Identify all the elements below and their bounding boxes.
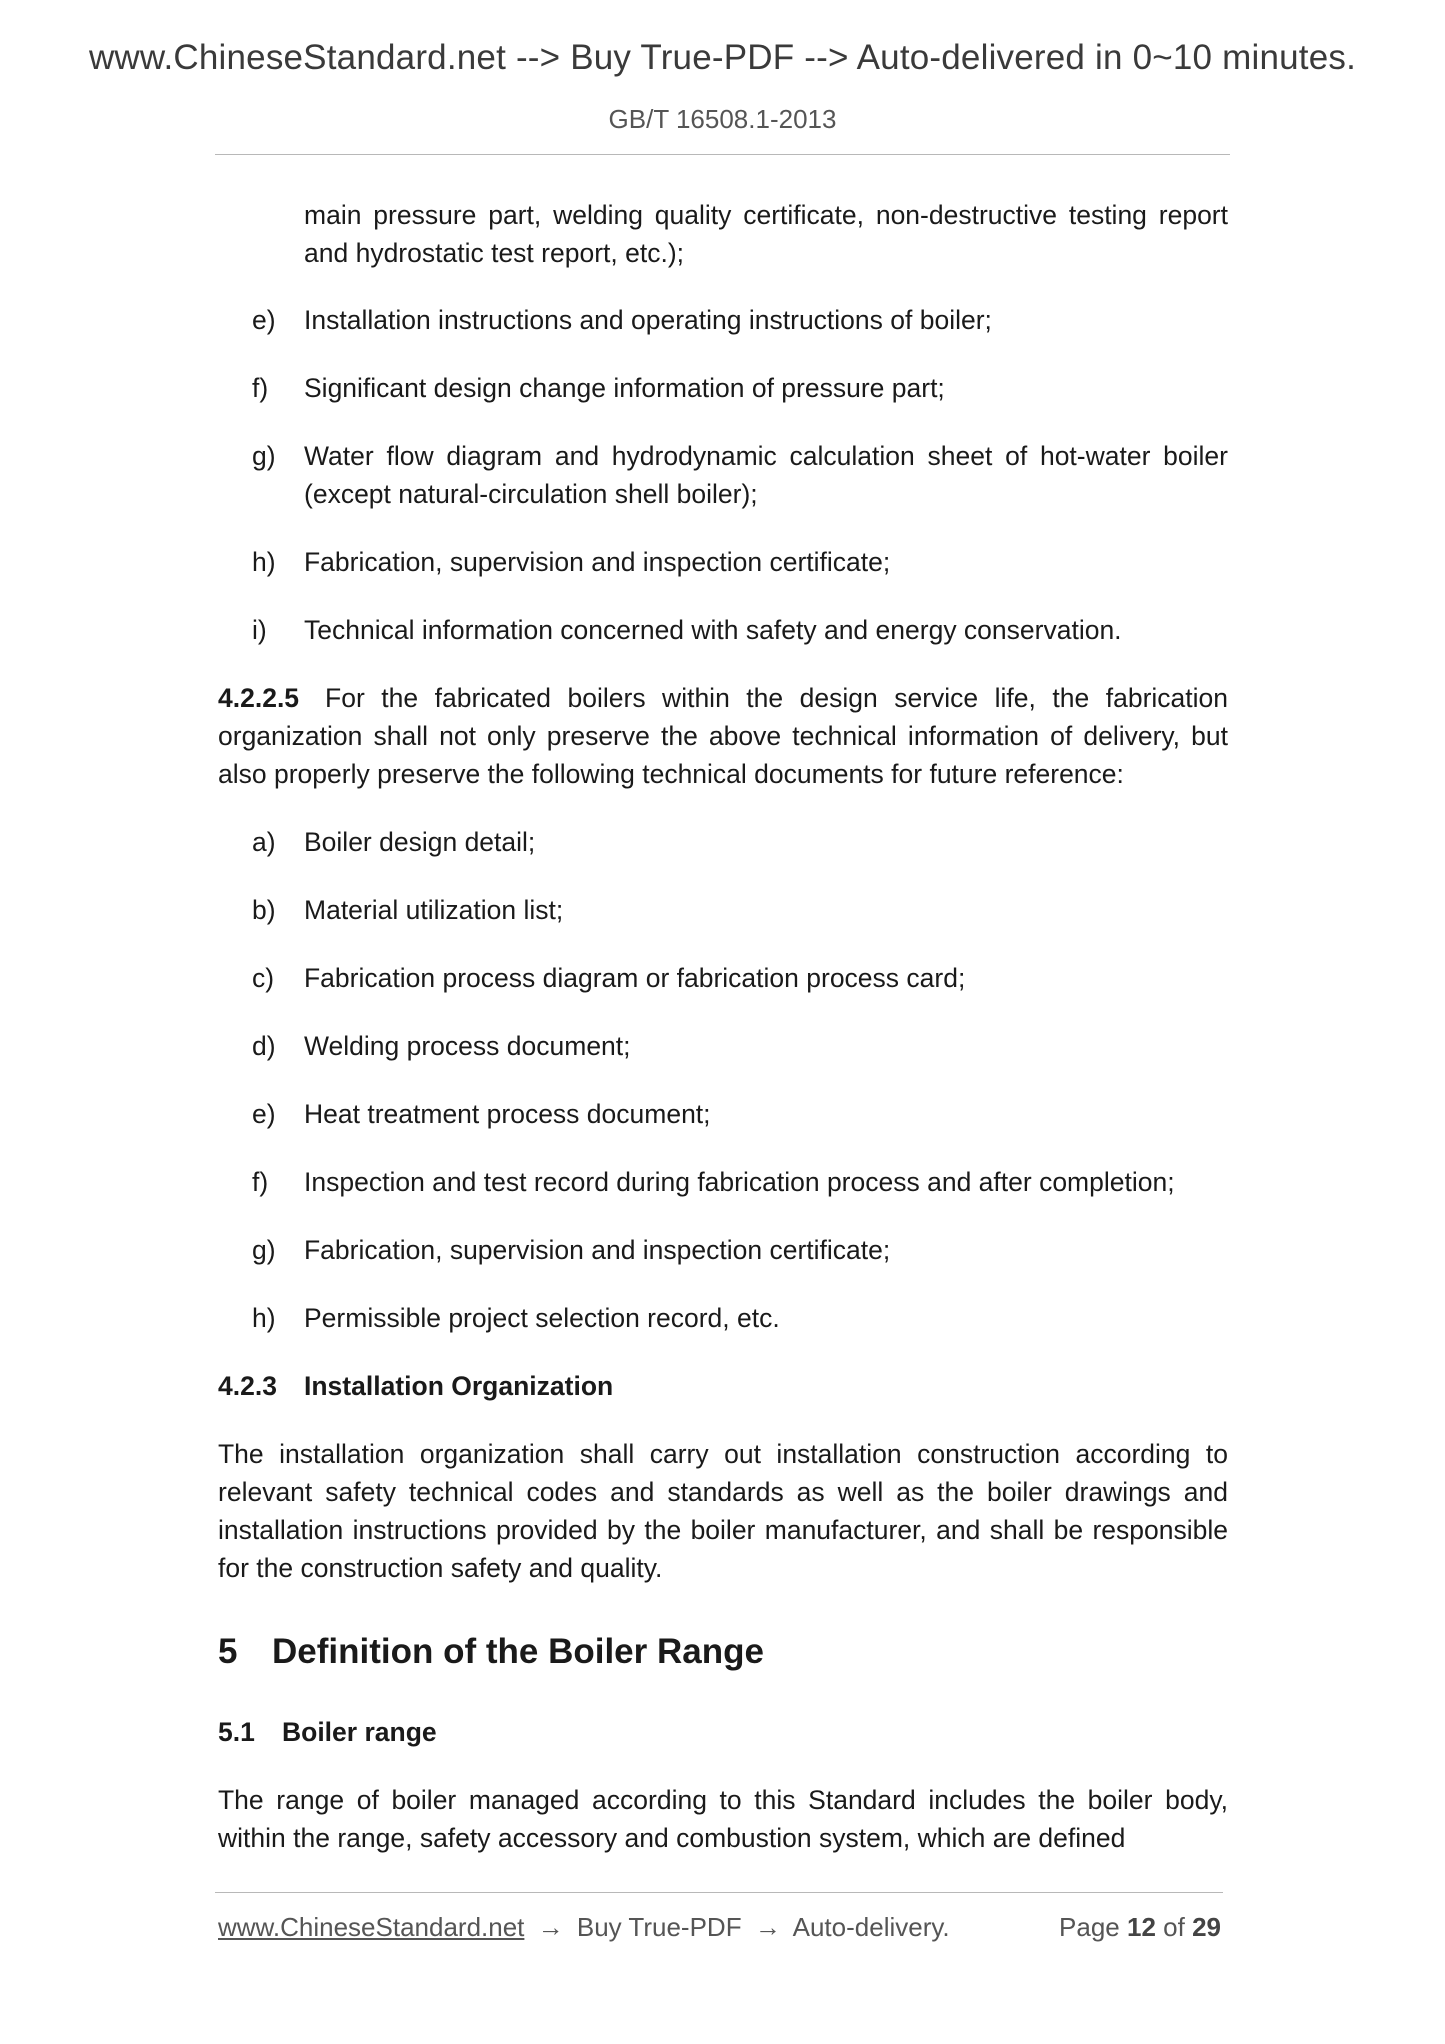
list-marker: a): [252, 827, 276, 857]
list-item-text: Fabrication, supervision and inspection certificate;: [304, 1235, 891, 1265]
standard-code: GB/T 16508.1-2013: [608, 104, 837, 134]
section-5-heading: [218, 1629, 1228, 1675]
list-marker: h): [252, 1303, 276, 1333]
list-marker: c): [252, 963, 275, 993]
list-marker: h): [252, 547, 276, 577]
list-item-text: Water flow diagram and hydrodynamic calculation sheet of hot-water boiler (except natural-circulation shell boiler);: [304, 441, 1228, 509]
footer-delivery-text: Auto-delivery.: [792, 1912, 950, 1942]
list-item-text: Heat treatment process document;: [304, 1099, 711, 1129]
list-item-text: Inspection and test record during fabrication process and after completion;: [304, 1167, 1175, 1197]
clause-5-1-text: The range of boiler managed according to this Standard includes the boiler body, within the range, safety accessory and combustion system, which are defined: [218, 1785, 1228, 1853]
site-banner[interactable]: www.ChineseStandard.net --> Buy True-PDF --> Auto-delivered in 0~10 minutes.: [88, 38, 1357, 77]
list-item: [218, 1095, 1228, 1133]
list-item-text: Fabrication process diagram or fabrication process card;: [304, 963, 966, 993]
list-item: [218, 1163, 1228, 1201]
clause-title: Installation Organization: [304, 1371, 614, 1401]
document-body: [218, 196, 1228, 1887]
list-item: [218, 823, 1228, 861]
clause-5-1-heading: [218, 1713, 1228, 1751]
clause-4-2-3-heading: [218, 1367, 1228, 1405]
footer-divider: [215, 1892, 1223, 1893]
list-item: [218, 1231, 1228, 1269]
arrow-right-icon: →: [754, 1912, 781, 1942]
header-divider: [215, 154, 1230, 155]
page-footer: [218, 1912, 1223, 1943]
clause-4-2-3-text: The installation organization shall carry out installation construction according to relevant safety technical codes and standards as well as the boiler drawings and installation instructions provided by the boiler manufacturer, and shall be responsible for the construction safety and quality.: [218, 1439, 1228, 1583]
list-item-text: Fabrication, supervision and inspection certificate;: [304, 547, 891, 577]
footer-buy-text: Buy True-PDF: [576, 1912, 742, 1942]
list-item: [218, 959, 1228, 997]
clause-number: 5.1: [218, 1717, 255, 1747]
clause-4-2-2-5: [218, 679, 1228, 793]
list-item-text: Welding process document;: [304, 1031, 631, 1061]
list-marker: i): [252, 615, 267, 645]
list-item: [218, 891, 1228, 929]
arrow-right-icon: →: [537, 1912, 564, 1942]
clause-text: For the fabricated boilers within the design service life, the fabrication organization shall not only preserve the above technical information of delivery, but also properly preserve the following technical documents for future reference:: [218, 683, 1228, 789]
list-item: [218, 543, 1228, 581]
clause-number: 4.2.3: [218, 1371, 277, 1401]
list-item: [218, 1027, 1228, 1065]
list-item: [218, 1299, 1228, 1337]
list-item: [218, 437, 1228, 513]
list-item-text: Material utilization list;: [304, 895, 564, 925]
page-of: of: [1163, 1912, 1185, 1942]
continuation-text: main pressure part, welding quality certificate, non-destructive testing report and hydrostatic test report, etc.);: [304, 200, 1228, 268]
page-current: 12: [1127, 1912, 1156, 1942]
page-label: Page: [1059, 1912, 1120, 1942]
list-item-text: Significant design change information of pressure part;: [304, 373, 945, 403]
list-item-text: Permissible project selection record, etc.: [304, 1303, 780, 1333]
delivery-list: [218, 301, 1228, 649]
list-item: [218, 301, 1228, 339]
page-total: 29: [1192, 1912, 1221, 1942]
footer-site-link[interactable]: www.ChineseStandard.net: [218, 1912, 525, 1942]
list-marker: g): [252, 1235, 276, 1265]
clause-number: 4.2.2.5: [218, 683, 300, 713]
section-number: 5: [218, 1632, 238, 1671]
list-marker: e): [252, 1099, 276, 1129]
list-marker: e): [252, 305, 276, 335]
clause-title: Boiler range: [282, 1717, 437, 1747]
list-marker: d): [252, 1031, 276, 1061]
preserve-list: [218, 823, 1228, 1337]
section-title: Definition of the Boiler Range: [272, 1632, 764, 1671]
page-number: [1059, 1912, 1221, 1943]
list-item: [218, 369, 1228, 407]
list-marker: b): [252, 895, 276, 925]
list-marker: f): [252, 1167, 269, 1197]
list-item-text: Technical information concerned with safety and energy conservation.: [304, 615, 1122, 645]
list-marker: f): [252, 373, 269, 403]
list-item: [218, 611, 1228, 649]
list-item-text: Installation instructions and operating instructions of boiler;: [304, 305, 992, 335]
list-item-text: Boiler design detail;: [304, 827, 536, 857]
list-marker: g): [252, 441, 276, 471]
